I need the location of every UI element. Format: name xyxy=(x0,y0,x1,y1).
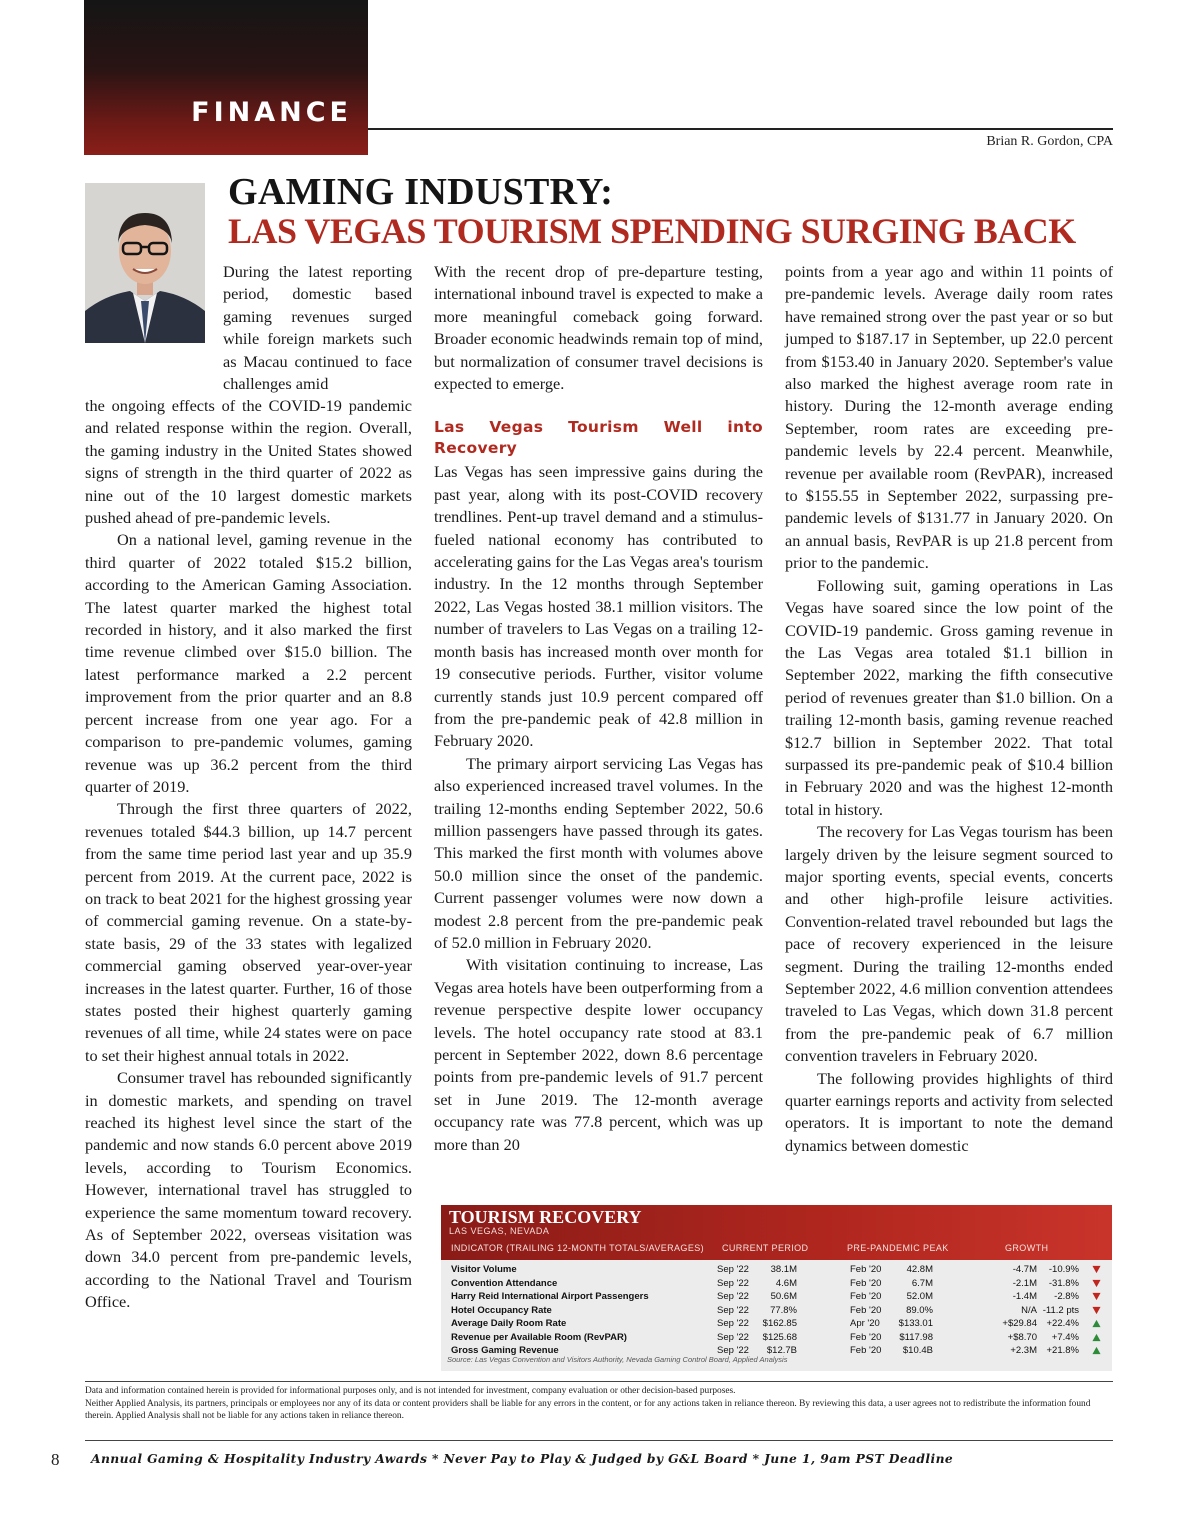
table-row xyxy=(441,1331,1112,1345)
trend-down-icon xyxy=(1092,1279,1101,1288)
table-cell-cur-value: 50.6M xyxy=(770,1291,797,1302)
table-cell-peak-period: Feb '20 xyxy=(850,1345,882,1356)
paragraph: Consumer travel has rebounded significantly in domestic markets, and spending on travel reached its highest level since the start of the pandemic and now stands 6.0 percent above 2019 levels, according to Tourism Economics. However, international travel has struggled to experience the same momentum toward recovery. As of September 2022, overseas visitation was down 34.0 percent from pre-pandemic levels, according to the National Travel and Tourism Office. xyxy=(85,1068,412,1312)
paragraph: With visitation continuing to increase, Las Vegas area hotels have been outperforming from a revenue perspective despite lower occupancy levels. The hotel occupancy rate stood at 83.1 percent in September 2022, down 8.6 percentage points from pre-pandemic levels of 91.7 percent set in June 2019. The 12-month average occupancy rate was 77.8 percent, which was up more than 20 xyxy=(434,955,763,1154)
column-1-intro xyxy=(223,261,412,395)
table-cell-growth-value: +$8.70 xyxy=(1007,1331,1037,1343)
trend-down-icon xyxy=(1092,1265,1101,1274)
paragraph: The recovery for Las Vegas tourism has been largely driven by the leisure segment sourced to major sporting events, special events, concerts and other high-profile leisure activities. Convention-related travel rebounded but lags the pace of recovery experienced in the leisure segment. During the trailing 12-months ended September 2022, 4.6 million convention attendees traveled to Las Vegas, which down 31.8 percent from the pre-pandemic peak of 6.7 million convention travelers in February 2020. xyxy=(785,822,1113,1066)
disclaimer-line: Data and information contained herein is provided for informational purposes only, and is not intended for investment, company evaluation or other decision-based purposes. xyxy=(85,1386,736,1396)
column-2 xyxy=(434,261,763,1156)
table-cell-peak-period: Feb '20 xyxy=(850,1264,882,1275)
col-header-peak: PRE-PANDEMIC PEAK xyxy=(847,1243,949,1253)
table-source: Source: Las Vegas Convention and Visitors Authority, Nevada Gaming Control Board, Applied Analysis xyxy=(447,1355,788,1364)
trend-down-icon xyxy=(1092,1292,1101,1301)
table-cell-growth-value: -1.4M xyxy=(1012,1291,1037,1302)
table-cell-peak-period: Feb '20 xyxy=(850,1277,882,1289)
table-cell-cur-value: 38.1M xyxy=(770,1264,797,1275)
paragraph: Las Vegas has seen impressive gains during the past year, along with its post-COVID recovery trendlines. Pent-up travel demand and a stimulus-fueled national economy has contributed to accelerating gains for the Las Vegas area's tourism industry. In the 12 months through September 2022, Las Vegas hosted 38.1 million visitors. The number of travelers to Las Vegas on a trailing 12-month basis has increased month over month for 19 consecutive periods. Further, visitor volume currently stands just 10.9 percent compared off from the pre-pandemic peak of 42.8 million in February 2020. xyxy=(434,462,763,751)
table-cell-indicator: Visitor Volume xyxy=(451,1264,517,1275)
paragraph: Through the first three quarters of 2022, revenues totaled $44.3 billion, up 14.7 percent from the same time period last year and up 35.9 percent from 2019. At the current pace, 2022 is on track to beat 2021 for the highest grossing year of commercial gaming revenue. On a state-by-state basis, 29 of the 33 states with legalized commercial gaming observed year-over-year increases in the latest quarter. Further, 16 of those states posted their highest quarterly gaming revenues of all time, while 24 states were on pace to set their highest annual totals in 2022. xyxy=(85,799,412,1065)
table-body xyxy=(441,1260,1112,1358)
table-cell-peak-value: 89.0% xyxy=(906,1304,933,1316)
paragraph: the ongoing effects of the COVID-19 pandemic and related response within the region. Overall, the gaming industry in the United States showed signs of strength in the third quarter of 2022 as nine out of the 10 largest domestic markets pushed ahead of pre-pandemic levels. xyxy=(85,396,412,528)
table-header xyxy=(441,1205,1112,1260)
table-cell-cur-value: $162.85 xyxy=(762,1318,797,1329)
author-byline: Brian R. Gordon, CPA xyxy=(986,134,1113,149)
table-row xyxy=(441,1304,1112,1318)
table-cell-peak-value: 52.0M xyxy=(906,1291,933,1302)
col-header-current: CURRENT PERIOD xyxy=(722,1243,809,1253)
table-cell-indicator: Hotel Occupancy Rate xyxy=(451,1304,552,1316)
paragraph: With the recent drop of pre-departure testing, international inbound travel is expected to make a more meaningful comeback going forward. Broader economic headwinds remain top of mind, but normalization of consumer travel decisions is expected to emerge. xyxy=(434,262,763,394)
table-row xyxy=(441,1263,1112,1277)
col-header-indicator: INDICATOR (TRAILING 12-MONTH TOTALS/AVERAGES) xyxy=(451,1243,705,1253)
footer-banner: Annual Gaming & Hospitality Industry Awards * Never Pay to Play & Judged by G&L Board * June 1, 9am PST Deadline xyxy=(91,1451,954,1466)
table-cell-cur-value: $125.68 xyxy=(762,1331,797,1343)
table-cell-cur-period: Sep '22 xyxy=(717,1277,749,1289)
table-cell-peak-value: $10.4B xyxy=(902,1345,933,1356)
footer-rule xyxy=(85,1440,1113,1441)
table-cell-cur-value: $12.7B xyxy=(766,1345,797,1356)
table-cell-growth-value: -2.1M xyxy=(1012,1277,1037,1289)
trend-up-icon xyxy=(1092,1346,1101,1355)
disclaimer-rule xyxy=(85,1381,1113,1382)
table-cell-growth-value: +$29.84 xyxy=(1002,1318,1037,1329)
article-subtitle: LAS VEGAS TOURISM SPENDING SURGING BACK xyxy=(228,211,1076,251)
column-3 xyxy=(785,261,1113,1157)
paragraph: Following suit, gaming operations in Las Vegas have soared since the low point of the COVID-19 pandemic. Gross gaming revenue in the Las Vegas area totaled $1.1 billion in September 2022, marking the fifth consecutive period of revenues greater than $1.0 billion. On a trailing 12-month basis, gaming revenue reached $12.7 billion in September 2022. That total surpassed its pre-pandemic peak of $10.4 billion in February 2020 and was the highest 12-month total in history. xyxy=(785,575,1113,819)
table-cell-cur-period: Sep '22 xyxy=(717,1331,749,1343)
article-title: GAMING INDUSTRY: xyxy=(228,171,614,213)
trend-up-icon xyxy=(1092,1319,1101,1328)
paragraph: The following provides highlights of third quarter earnings reports and activity from selected operators. It is important to note the demand dynamics between domestic xyxy=(785,1068,1113,1155)
table-cell-cur-period: Sep '22 xyxy=(717,1345,749,1356)
tourism-recovery-table xyxy=(441,1205,1112,1371)
table-cell-indicator: Revenue per Available Room (RevPAR) xyxy=(451,1331,627,1343)
table-cell-peak-period: Feb '20 xyxy=(850,1304,882,1316)
section-label: FINANCE xyxy=(191,97,352,128)
section-subhead: Las Vegas Tourism Well into Recovery xyxy=(434,418,763,458)
table-cell-indicator: Convention Attendance xyxy=(451,1277,558,1289)
table-cell-cur-value: 77.8% xyxy=(770,1304,797,1316)
table-cell-growth-pct: -2.8% xyxy=(1054,1291,1079,1302)
trend-down-icon xyxy=(1092,1306,1101,1315)
table-cell-growth-pct: +7.4% xyxy=(1051,1331,1079,1343)
paragraph: points from a year ago and within 11 points of pre-pandemic levels. Average daily room rates have remained strong over the past year or so but jumped to $187.17 in September, up 22.0 percent from $153.40 in January 2020. September's value also marked the highest average room rate in history. During the 12-month average ending September, room rates are exceeding pre-pandemic levels by 22.4 percent. Meanwhile, revenue per available room (RevPAR), increased to $155.55 in September 2022, surpassing pre-pandemic levels of $131.77 in January 2020. On an annual basis, RevPAR is up 21.8 percent from prior to the pandemic. xyxy=(785,262,1113,573)
table-cell-growth-pct: -11.2 pts xyxy=(1042,1304,1079,1316)
author-headshot xyxy=(85,183,205,343)
table-cell-cur-period: Sep '22 xyxy=(717,1304,749,1316)
section-tab xyxy=(84,0,368,155)
table-cell-indicator: Gross Gaming Revenue xyxy=(451,1345,559,1356)
table-cell-cur-period: Sep '22 xyxy=(717,1264,749,1275)
table-cell-peak-period: Apr '20 xyxy=(850,1318,880,1329)
table-cell-peak-value: $117.98 xyxy=(899,1331,933,1343)
author-portrait-image xyxy=(85,183,205,343)
table-cell-peak-value: 42.8M xyxy=(906,1264,933,1275)
table-title: TOURISM RECOVERY xyxy=(449,1207,642,1227)
table-cell-cur-period: Sep '22 xyxy=(717,1291,749,1302)
table-cell-peak-value: $133.01 xyxy=(898,1318,933,1329)
table-cell-growth-pct: +22.4% xyxy=(1046,1318,1079,1329)
table-cell-growth-value: -4.7M xyxy=(1012,1264,1037,1275)
trend-up-icon xyxy=(1092,1333,1101,1342)
table-cell-growth-pct: +21.8% xyxy=(1046,1345,1079,1356)
table-cell-cur-value: 4.6M xyxy=(775,1277,797,1289)
table-cell-cur-period: Sep '22 xyxy=(717,1318,749,1329)
paragraph: On a national level, gaming revenue in the third quarter of 2022 totaled $15.2 billion, according to the American Gaming Association. The latest quarter marked the highest total recorded in history, and it also marked the first time revenue climbed over $15.0 billion. The latest performance marked a 2.2 percent improvement from the prior quarter and an 8.8 percent increase from one year ago. For a comparison to pre-pandemic volumes, gaming revenue was up 36.2 percent from the third quarter of 2019. xyxy=(85,530,412,796)
table-row xyxy=(441,1317,1112,1331)
table-cell-indicator: Harry Reid International Airport Passengers xyxy=(451,1291,649,1302)
paragraph: During the latest reporting period, domestic based gaming revenues surged while foreign markets such as Macau continued to face challenges amid xyxy=(223,262,412,394)
table-cell-growth-pct: -31.8% xyxy=(1048,1277,1079,1289)
table-row xyxy=(441,1277,1112,1291)
column-1 xyxy=(85,395,412,1314)
table-cell-peak-period: Feb '20 xyxy=(850,1331,882,1343)
table-cell-growth-value: N/A xyxy=(1021,1304,1037,1316)
disclaimer xyxy=(85,1385,1115,1423)
page-number: 8 xyxy=(51,1450,60,1469)
table-cell-peak-period: Feb '20 xyxy=(850,1291,882,1302)
paragraph: The primary airport servicing Las Vegas has also experienced increased travel volumes. In the trailing 12-months ending September 2022, 50.6 million passengers have passed through its gates. This marked the first month with volumes above 50.0 million since the onset of the pandemic. Current passenger volumes were now down a modest 2.8 percent from the pre-pandemic peak of 52.0 million in February 2020. xyxy=(434,753,763,952)
table-cell-indicator: Average Daily Room Rate xyxy=(451,1318,567,1329)
table-cell-growth-value: +2.3M xyxy=(1010,1345,1037,1356)
table-column-headers xyxy=(441,1243,1112,1256)
table-cell-growth-pct: -10.9% xyxy=(1048,1264,1079,1275)
col-header-growth: GROWTH xyxy=(1005,1243,1049,1253)
disclaimer-line: Neither Applied Analysis, its partners, principals or employees nor any of its data or content providers shall be liable for any errors in the content, or for any actions taken in reliance thereon. By reviewing this data, a user agrees not to redistribute the information found therein. Applied Analysis shall not be liable for any actions taken in reliance thereon. xyxy=(85,1398,1091,1422)
table-cell-peak-value: 6.7M xyxy=(911,1277,933,1289)
table-subtitle: LAS VEGAS, NEVADA xyxy=(449,1226,550,1236)
header-rule xyxy=(368,128,1113,130)
table-row xyxy=(441,1290,1112,1304)
